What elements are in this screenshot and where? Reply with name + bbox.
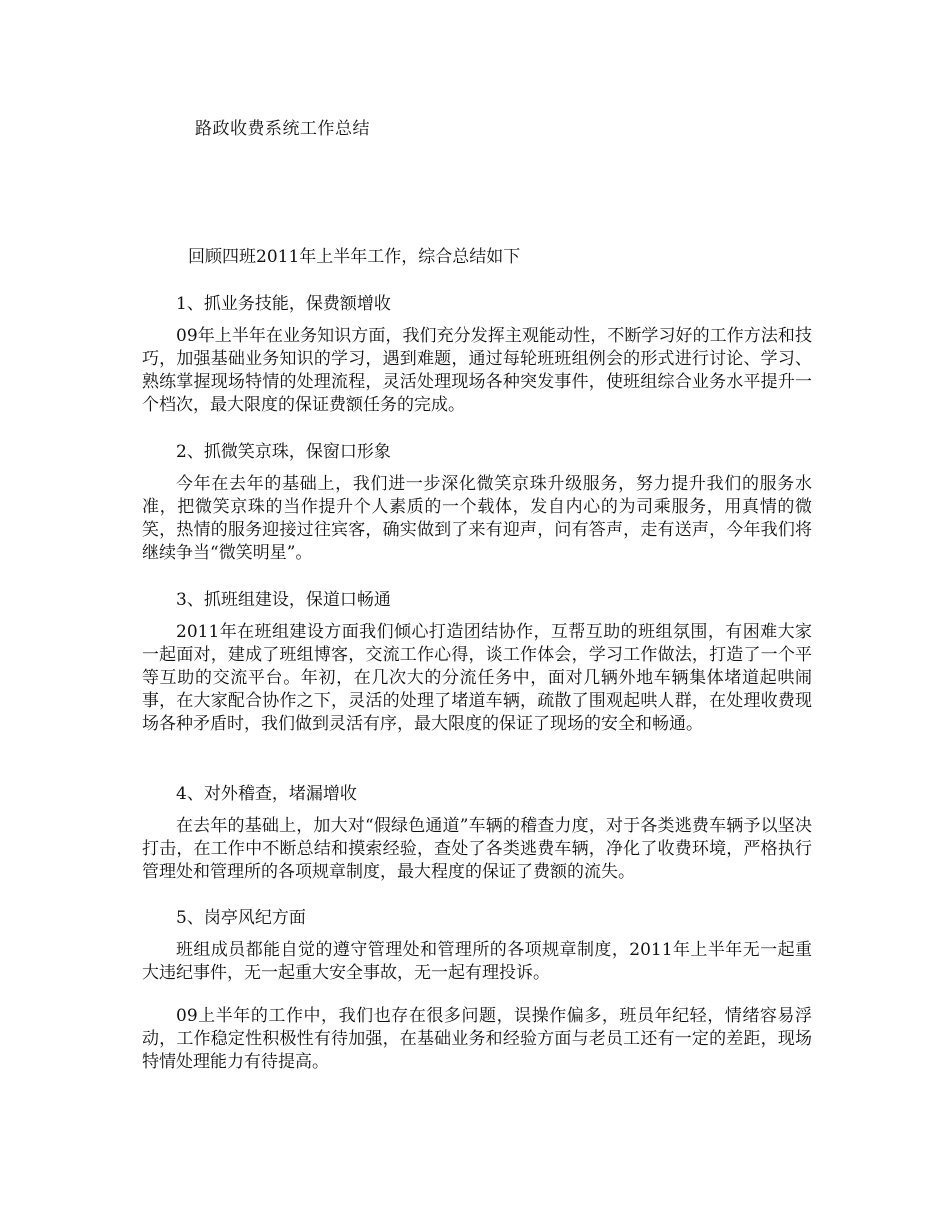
document-title: 路政收费系统工作总结 <box>195 119 370 139</box>
section-paragraph-2: 今年在去年的基础上，我们进一步深化微笑京珠升级服务，努力提升我们的服务水准，把微笑京珠的当作提升个人素质的一个载体，发自内心的为司乘服务，用真情的微笑，热情的服务迎接过往宾客，确实做到了来有迎声，问有答声，走有送声，今年我们将继续争当“微笑明星”。 <box>142 474 812 563</box>
section-heading-3: 3、抓班组建设，保道口畅通 <box>176 590 391 610</box>
section-heading-1: 1、抓业务技能，保费额增收 <box>176 294 391 314</box>
closing-paragraph: 09上半年的工作中，我们也存在很多问题，误操作偏多，班员年纪轻，情绪容易浮动，工作稳定性积极性有待加强，在基础业务和经验方面与老员工还有一定的差距，现场特情处理能力有待提高。 <box>142 1006 812 1072</box>
section-paragraph-3: 2011年在班组建设方面我们倾心打造团结协作，互帮互助的班组氛围，有困难大家一起面对，建成了班组博客，交流工作心得，谈工作体会，学习工作做法，打造了一个平等互助的交流平台。年初，在几次大的分流任务中，面对几辆外地车辆集体堵道起哄闹事，在大家配合协作之下，灵活的处理了堵道车辆，疏散了围观起哄人群，在处理收费现场各种矛盾时，我们做到灵活有序，最大限度的保证了现场的安全和畅通。 <box>142 622 812 734</box>
section-heading-4: 4、对外稽查，堵漏增收 <box>176 784 357 804</box>
section-paragraph-5: 班组成员都能自觉的遵守管理处和管理所的各项规章制度，2011年上半年无一起重大违纪事件，无一起重大安全事故，无一起有理投诉。 <box>142 940 812 983</box>
section-paragraph-1: 09年上半年在业务知识方面，我们充分发挥主观能动性，不断学习好的工作方法和技巧，加强基础业务知识的学习，遇到难题，通过每轮班班组例会的形式进行讨论、学习、熟练掌握现场特情的处理流程，灵活处理现场各种突发事件，使班组综合业务水平提升一个档次，最大限度的保证费额任务的完成。 <box>142 326 812 415</box>
intro-line: 回顾四班2011年上半年工作，综合总结如下 <box>188 247 521 267</box>
section-heading-5: 5、岗亭风纪方面 <box>176 908 306 928</box>
section-heading-2: 2、抓微笑京珠，保窗口形象 <box>176 442 391 462</box>
section-paragraph-4: 在去年的基础上，加大对“假绿色通道”车辆的稽查力度，对于各类逃费车辆予以坚决打击，在工作中不断总结和摸索经验，查处了各类逃费车辆，净化了收费环境，严格执行管理处和管理所的各项规章制度，最大程度的保证了费额的流失。 <box>142 816 812 882</box>
